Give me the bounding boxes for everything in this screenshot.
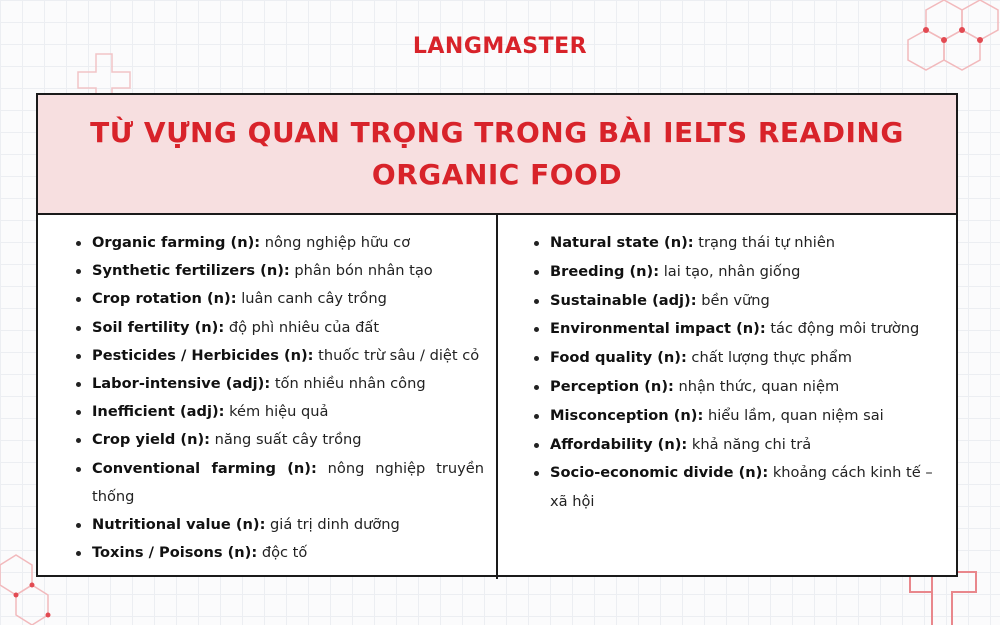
vocab-term: Labor-intensive (adj): (92, 375, 271, 393)
vocabulary-card (36, 93, 958, 577)
vocab-term: Crop yield (n): (92, 431, 210, 449)
vocab-term: Organic farming (n): (92, 234, 261, 251)
vocab-item (74, 398, 484, 426)
vocab-item (74, 229, 484, 257)
vocab-term: Sustainable (adj): (550, 291, 697, 309)
vocab-item (532, 431, 942, 460)
vocab-item (74, 342, 484, 370)
title-line-2: ORGANIC FOOD (371, 158, 623, 191)
vocab-meaning: giá trị dinh dưỡng (270, 516, 400, 534)
vocab-item (74, 455, 484, 511)
vocab-item (74, 314, 484, 342)
vocab-meaning: trạng thái tự nhiên (698, 234, 836, 251)
vocab-meaning: độc tố (261, 544, 308, 562)
vocab-term: Breeding (n): (550, 262, 660, 280)
vocab-term: Conventional farming (n): (92, 459, 317, 477)
vocab-list-left (74, 229, 484, 567)
right-column (498, 215, 956, 579)
vocab-meaning: luân canh cây trồng (241, 290, 387, 308)
vocab-item (74, 285, 484, 313)
vocab-meaning: nông nghiệp hữu cơ (264, 234, 411, 251)
vocab-list-right (532, 229, 942, 517)
vocab-meaning: nhận thức, quan niệm (678, 377, 840, 395)
title-banner (38, 95, 956, 215)
vocab-item (532, 287, 942, 316)
vocab-item (532, 315, 942, 344)
vocab-meaning: chất lượng thực phẩm (691, 349, 852, 367)
vocab-meaning: lai tạo, nhân giống (663, 262, 801, 280)
vocab-term: Perception (n): (550, 377, 674, 395)
vocab-meaning: khả năng chi trả (691, 435, 812, 453)
vocab-term: Environmental impact (n): (550, 320, 766, 338)
vocab-term: Inefficient (adj): (92, 403, 225, 421)
brand-logo: LANGMASTER (412, 34, 588, 59)
title-line-1: TỪ VỰNG QUAN TRỌNG TRONG BÀI IELTS READING (90, 116, 904, 149)
vocab-item (74, 257, 484, 285)
vocab-item (74, 426, 484, 454)
vocab-meaning: hiểu lầm, quan niệm sai (707, 406, 884, 424)
vocab-item (532, 258, 942, 287)
vocab-term: Misconception (n): (550, 406, 704, 424)
vocab-meaning: tốn nhiều nhân công (274, 375, 426, 393)
vocab-term: Natural state (n): (550, 234, 694, 251)
vocab-meaning: tác động môi trường (770, 320, 920, 338)
vocab-meaning: năng suất cây trồng (214, 431, 362, 449)
vocab-term: Food quality (n): (550, 349, 687, 367)
vocab-meaning: thuốc trừ sâu / diệt cỏ (318, 346, 480, 364)
vocab-item (74, 370, 484, 398)
vocab-meaning: nông nghiệp truyền thống (92, 459, 484, 505)
vocab-term: Nutritional value (n): (92, 516, 266, 534)
vocab-term: Soil fertility (n): (92, 318, 225, 336)
vocab-item (532, 402, 942, 431)
vocab-meaning: khoảng cách kinh tế – xã hội (550, 464, 933, 511)
vocab-term: Socio-economic divide (n): (550, 464, 769, 482)
left-column (38, 215, 498, 579)
vocab-meaning: phân bón nhân tạo (294, 262, 433, 280)
vocab-item (74, 539, 484, 567)
vocab-meaning: bền vững (701, 291, 770, 309)
vocab-item (532, 229, 942, 258)
vocab-term: Affordability (n): (550, 435, 688, 453)
vocab-item (74, 511, 484, 539)
vocab-term: Crop rotation (n): (92, 290, 237, 308)
vocab-meaning: độ phì nhiêu của đất (228, 318, 380, 336)
vocab-item (532, 344, 942, 373)
vocab-term: Pesticides / Herbicides (n): (92, 346, 314, 364)
vocab-term: Toxins / Poisons (n): (92, 544, 258, 562)
vocab-item (532, 373, 942, 402)
vocabulary-columns (38, 215, 956, 579)
vocab-meaning: kém hiệu quả (229, 403, 329, 421)
vocab-term: Synthetic fertilizers (n): (92, 262, 290, 280)
vocab-item (532, 459, 942, 517)
